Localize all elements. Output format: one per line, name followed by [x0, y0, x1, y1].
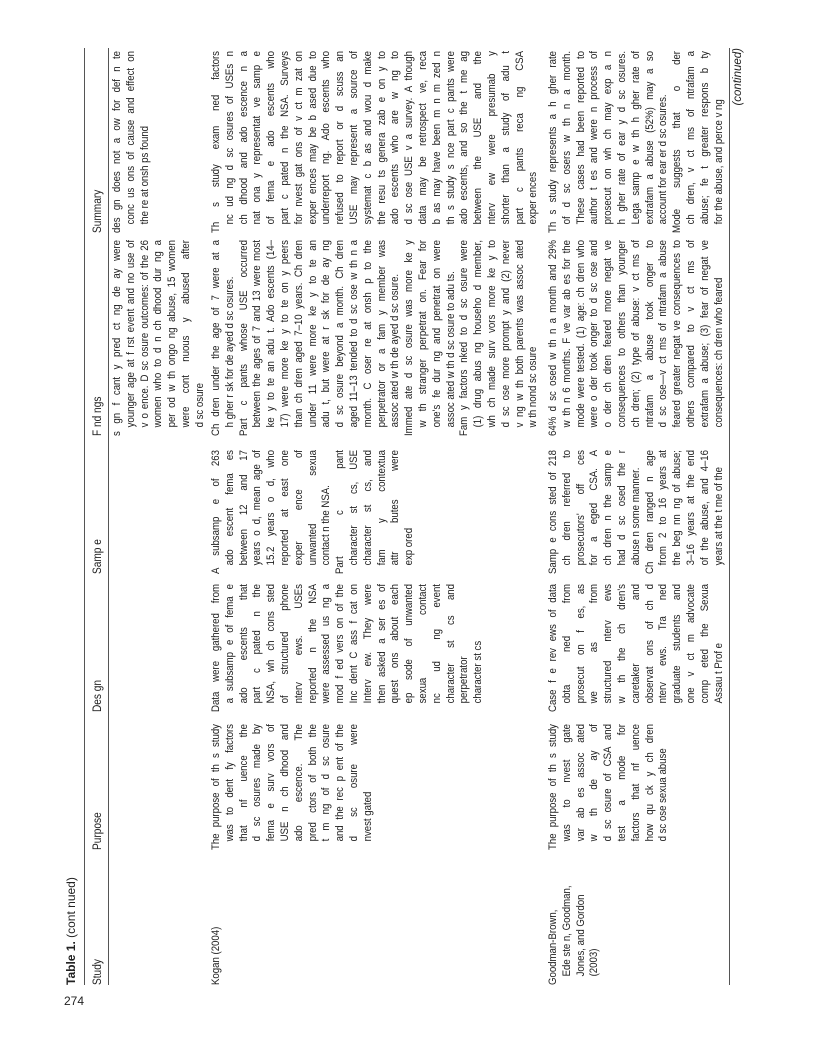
cell-text-line: of the abuse, and 4–16: [698, 450, 711, 566]
cell-text-line: graduate students and: [671, 584, 684, 704]
cell-text-line: author t es and were n process of: [588, 51, 601, 225]
cell-text-line: shorter than a study of adu t: [499, 51, 512, 225]
cell-text-line: part c pated n the: [251, 584, 264, 704]
cell-text-line: These cases had been reported to: [574, 51, 587, 225]
cell-text-line: (1) drug abus ng househo d member,: [472, 240, 485, 428]
header-summary: Summary: [92, 189, 104, 233]
cell-text-line: unwanted sexua: [306, 450, 319, 566]
cell-findings: [210, 208, 541, 436]
cell-text-line: Lega samp e w th h gher rate of: [629, 51, 642, 225]
cell-text-line: quest ons about each: [389, 584, 402, 704]
cell-text-line: Immed ate d sc osure was more ke y: [403, 240, 416, 436]
cell-text-line: th s study s nce part c pants were: [444, 51, 457, 225]
cell-text-line: younger age at f rst event and no use of: [124, 240, 137, 428]
cell-text-line: conc us ons of cause and effect on: [124, 51, 137, 225]
cell-text-line: character st cs, USE: [347, 450, 360, 566]
cell-text-line: one's fe dur ng and penetrat on were: [430, 240, 443, 428]
cell-text-line: one v ct m advocate: [684, 584, 697, 704]
cell-text-line: s gn f cant y pred ct ng de ay were: [111, 240, 123, 436]
cell-text-line: consequences to others than younger: [615, 240, 628, 428]
cell-text-line: between the ages of 7 and 13 were most: [251, 240, 264, 428]
header-findings: F nd ngs: [92, 396, 104, 436]
cell-findings: [111, 208, 208, 436]
cell-text-line: nterv ews. Tra ned: [657, 584, 670, 704]
cell-text-line: others compared to v ct ms of: [684, 240, 697, 428]
cell-text-line: A subsamp e of 263: [210, 450, 222, 574]
cell-text-line: sexua contact: [416, 584, 429, 704]
cell-text-line: d sc osure: [193, 383, 206, 428]
cell-text-line: mod f ed vers on of the: [334, 584, 347, 704]
table-bottom-rule: [729, 48, 730, 985]
cell-text-line: assoc ated w th d sc osure to adu ts.: [444, 271, 457, 428]
cell-text-line: adu t, but were at r sk for de ay ng: [320, 240, 333, 428]
cell-text-line: underreport ng. Ado escents who: [320, 51, 333, 225]
cell-text-line: Fam y factors nked to d sc osure were: [458, 240, 471, 436]
cell-text-line: between 12 and 17: [237, 450, 250, 566]
cell-text-line: we as from: [588, 584, 601, 704]
cell-text-line: w th stranger perpetrat on. Fear for: [416, 240, 429, 428]
cell-text-line: and the rec p ent of the: [334, 724, 347, 842]
cell-text-line: Part c pant: [334, 450, 347, 574]
cell-text-line: years o d, mean age of: [251, 450, 264, 566]
cell-text-line: prosecut on wh ch may exp a n: [602, 51, 615, 225]
cell-text-line: account for ear er d sc osures.: [657, 94, 670, 225]
cell-text-line: exper ences: [527, 171, 540, 225]
cell-text-line: data may be retrospect ve, reca: [416, 51, 429, 225]
cell-text-line: nterv ews. USEs: [292, 584, 305, 704]
cell-text-line: ntrafam a abuse took onger to: [643, 240, 656, 428]
cell-text-line: fam y contextua: [375, 450, 388, 566]
cell-text-line: ch dren; (2) type of abuse: v ct ms of: [629, 240, 642, 428]
cell-text-line: exp ored: [403, 527, 416, 566]
cell-text-line: Ede ste n, Goodman,: [560, 885, 573, 977]
cell-text-line: exper ence of: [292, 450, 305, 566]
cell-purpose: [210, 704, 376, 851]
cell-text-line: ado escents who are w ng to: [389, 51, 402, 225]
cell-text-line: a subsamp e of fema e: [223, 584, 236, 704]
cell-text-line: for the abuse, and perce v ng: [712, 99, 725, 225]
cell-text-line: factors that nf uence: [629, 724, 642, 842]
cell-text-line: for a eged CSA. A: [588, 450, 601, 566]
cell-summary: [111, 21, 152, 233]
cell-text-line: Kogan (2004): [210, 926, 222, 985]
cell-text-line: was to nvest gate: [560, 724, 573, 842]
cell-sample: [547, 430, 726, 574]
cell-text-line: ep sode of unwanted: [403, 584, 416, 704]
cell-purpose: [547, 704, 671, 851]
cell-text-line: nc ud ng event: [430, 584, 443, 704]
cell-text-line: h gher r sk for de ayed d sc osures.: [223, 276, 236, 428]
cell-text-line: Part c pants whose USE occurred: [237, 240, 250, 436]
cell-text-line: o der ch dren feared more negat ve: [602, 240, 615, 428]
cell-text-line: v ng w th both parents was assoc ated: [513, 240, 526, 428]
cell-text-line: were cont nuous y abused after: [179, 240, 192, 428]
cell-design: [547, 563, 726, 712]
cell-text-line: refused to report or d scuss an: [334, 51, 347, 225]
cell-text-line: test a mode for: [615, 724, 628, 842]
cell-text-line: fema e surv vors of: [265, 724, 278, 842]
cell-study: [210, 843, 224, 985]
cell-text-line: nc ud ng d sc osures of USEs n: [223, 51, 236, 225]
cell-text-line: wh ch made surv vors more ke y to: [485, 240, 498, 428]
cell-text-line: perpetrator: [458, 656, 471, 704]
cell-text-line: d sc ose more prompt y and (2) never: [499, 240, 512, 428]
cell-text-line: pred ctors of both the: [306, 724, 319, 842]
cell-study: [547, 843, 602, 985]
cell-text-line: w th de ay of: [588, 724, 601, 842]
continued-note: (continued): [732, 48, 744, 106]
cell-text-line: under 11 were more ke y to te an: [306, 240, 319, 428]
cell-text-line: d sc ose—v ct ms of ntrafam a abuse: [657, 240, 670, 428]
cell-text-line: ado escence. The: [292, 724, 305, 842]
cell-text-line: prosecutors' off ces: [574, 450, 587, 566]
cell-design: [210, 563, 486, 712]
cell-text-line: Inc dent C ass f cat on: [347, 584, 360, 704]
cell-text-line: the beg nn ng of abuse;: [671, 450, 684, 566]
cell-text-line: Interv ew. They were: [361, 584, 374, 704]
cell-text-line: nvest gated: [361, 791, 374, 842]
cell-text-line: Data were gathered from: [210, 584, 222, 712]
cell-text-line: extrafam a abuse; (3) fear of negat ve: [698, 240, 711, 428]
cell-text-line: observat ons of ch d: [643, 584, 656, 704]
cell-text-line: reported at east one: [278, 450, 291, 566]
cell-text-line: Case f e rev ews of data: [547, 584, 559, 712]
cell-text-line: how qu ck y ch dren: [643, 724, 656, 842]
header-design: Des gn: [92, 679, 104, 712]
header-purpose: Purpose: [92, 812, 104, 850]
cell-text-line: ch dren referred to: [560, 450, 573, 566]
cell-text-line: 15.2 years o d, who: [265, 450, 278, 566]
cell-text-line: Ch dren ranged n age: [643, 450, 656, 574]
cell-text-line: the resu ts genera zab e on y to: [375, 51, 388, 225]
cell-text-line: ke y to te an adu t. Ado escents (14–: [265, 240, 278, 428]
cell-text-line: character st cs: [472, 640, 485, 704]
cell-text-line: 3–16 years at the end: [684, 450, 697, 566]
table-label: Table 1.: [64, 941, 78, 985]
cell-text-line: w th nond sc osure: [527, 346, 540, 428]
cell-text-line: then asked a ser es of: [375, 584, 388, 704]
page-number: 274: [64, 994, 85, 1008]
cell-summary: [210, 21, 541, 233]
cell-text-line: reported n the NSA: [306, 584, 319, 704]
cell-text-line: contact n the NSA.: [320, 485, 333, 566]
cell-text-line: caretaker and: [629, 584, 642, 704]
cell-text-line: was to dent fy factors: [223, 724, 236, 842]
cell-text-line: b as may have been m n m zed n: [430, 51, 443, 225]
cell-sample: [210, 430, 417, 574]
cell-text-line: extrafam a abuse (52%) may a so: [643, 51, 656, 225]
cell-text-line: obta ned from: [560, 584, 573, 704]
cell-text-line: month. C oser re at onsh p to the: [361, 240, 374, 428]
cell-text-line: feared greater negat ve consequences to: [671, 240, 684, 428]
cell-text-line: h gher rate of ear y d sc osures.: [615, 51, 628, 225]
cell-text-line: ch dhood and ado escence n a: [237, 51, 250, 225]
cell-text-line: Th s study exam ned factors: [210, 51, 222, 233]
cell-text-line: v o ence. D sc osure outcomes: of the 26: [138, 240, 151, 428]
cell-text-line: systemat c b as and wou d make: [361, 51, 374, 225]
cell-text-line: part c pants reca ng CSA: [513, 51, 526, 225]
cell-text-line: t m ng of d sc osure: [320, 724, 333, 842]
cell-text-line: were o der took onger to d sc ose and: [588, 240, 601, 428]
cell-text-line: Goodman-Brown,: [547, 909, 559, 985]
table-top-rule: [84, 48, 85, 985]
cell-text-line: abuse; fe t greater respons b ty: [698, 51, 711, 225]
cell-text-line: prosecut on f es, as: [574, 584, 587, 704]
cell-text-line: structured nterv ews: [602, 584, 615, 704]
cell-text-line: character st cs and: [444, 584, 457, 704]
cell-text-line: nat ona y representat ve samp e: [251, 51, 264, 225]
table-continued-label: (cont nued): [64, 877, 78, 938]
cell-text-line: of fema e ado escents who: [265, 51, 278, 225]
cell-text-line: Jones, and Gordon: [574, 894, 587, 977]
cell-text-line: of d sc osers w th n a month.: [560, 51, 573, 225]
cell-text-line: consequences: ch dren who feared: [712, 277, 725, 428]
cell-text-line: from 2 to 16 years at: [657, 450, 670, 566]
cell-text-line: ch dren n the samp e: [602, 450, 615, 566]
cell-text-line: d sc osure beyond a month. Ch dren: [334, 240, 347, 428]
table-title: [64, 877, 78, 985]
cell-text-line: The purpose of th s study: [210, 724, 222, 850]
cell-text-line: the re at onsh ps found: [138, 125, 151, 225]
cell-text-line: comp eted the Sexua: [698, 584, 711, 704]
cell-text-line: NSA, wh ch cons sted: [265, 584, 278, 704]
cell-text-line: des gn does not a ow for def n te: [111, 51, 123, 233]
cell-text-line: w th n 6 months. F ve var ab es for the: [560, 240, 573, 428]
cell-text-line: that nf uence the: [237, 724, 250, 842]
cell-text-line: w th the ch dren's: [615, 584, 628, 704]
cell-text-line: perpetrator or a fam y member was: [375, 240, 388, 428]
cell-text-line: 17) were more ke y to te on y peers: [278, 240, 291, 428]
cell-text-line: character st cs, and: [361, 450, 374, 566]
cell-text-line: had d sc osed the r: [615, 450, 628, 566]
cell-text-line: of structured phone: [278, 584, 291, 704]
cell-text-line: nterv ew were presumab y: [485, 51, 498, 225]
cell-text-line: exper ences may be b ased due to: [306, 51, 319, 225]
cell-text-line: Th s study represents a h gher rate: [547, 51, 559, 233]
cell-text-line: The purpose of th s study: [547, 724, 559, 850]
cell-text-line: USE n ch dhood and: [278, 724, 291, 842]
cell-text-line: Samp e cons sted of 218: [547, 450, 559, 574]
cell-text-line: were assessed us ng a: [320, 584, 333, 704]
cell-text-line: var ab es assoc ated: [574, 724, 587, 842]
cell-text-line: d sc osure of CSA and: [602, 724, 615, 842]
cell-text-line: aged 11–13 tended to d sc ose w th n a: [347, 240, 360, 428]
cell-text-line: d sc osure were: [347, 724, 360, 842]
header-sample: Samp e: [92, 539, 104, 574]
cell-text-line: d sc ose USE v a survey. A though: [403, 51, 416, 225]
cell-text-line: (2003): [588, 948, 601, 977]
cell-text-line: ch dren, v ct ms of ntrafam a: [684, 51, 697, 225]
cell-text-line: for nvest gat ons of v ct m zat on: [292, 51, 305, 225]
table-header-rule: [108, 48, 109, 985]
cell-text-line: ado escents, and so the t me ag: [458, 51, 471, 225]
cell-text-line: d sc ose sexua abuse: [657, 748, 670, 842]
cell-summary: [547, 21, 726, 233]
cell-text-line: part c pated n the NSA. Surveys: [278, 51, 291, 225]
cell-text-line: between the USE and the: [472, 51, 485, 225]
cell-text-line: 64% d sc osed w th n a month and 29%: [547, 240, 559, 436]
cell-text-line: ado escents that: [237, 584, 250, 704]
cell-text-line: years at the t me of the: [712, 466, 725, 566]
cell-text-line: women who to d n ch dhood dur ng a: [152, 240, 165, 428]
header-study: Study: [92, 959, 104, 985]
cell-text-line: mode were tested. (1) age: ch dren who: [574, 240, 587, 428]
cell-text-line: Ch dren under the age of 7 were at a: [210, 240, 222, 436]
cell-text-line: than ch dren aged 7–10 years. Ch dren: [292, 240, 305, 428]
cell-text-line: per od w th ongo ng abuse, 15 women: [166, 240, 179, 428]
cell-text-line: attr butes were: [389, 450, 402, 566]
cell-text-line: assoc ated w th de ayed d sc osure.: [389, 273, 402, 428]
cell-text-line: Mode suggests that o der: [671, 51, 684, 233]
cell-text-line: d sc osures made by: [251, 724, 264, 842]
cell-findings: [547, 208, 726, 436]
cell-text-line: Assau t Prof e: [712, 642, 725, 704]
cell-text-line: abuse n some manner.: [629, 467, 642, 566]
cell-text-line: USE may represent a source of: [347, 51, 360, 225]
cell-text-line: ado escent fema es: [223, 450, 236, 566]
